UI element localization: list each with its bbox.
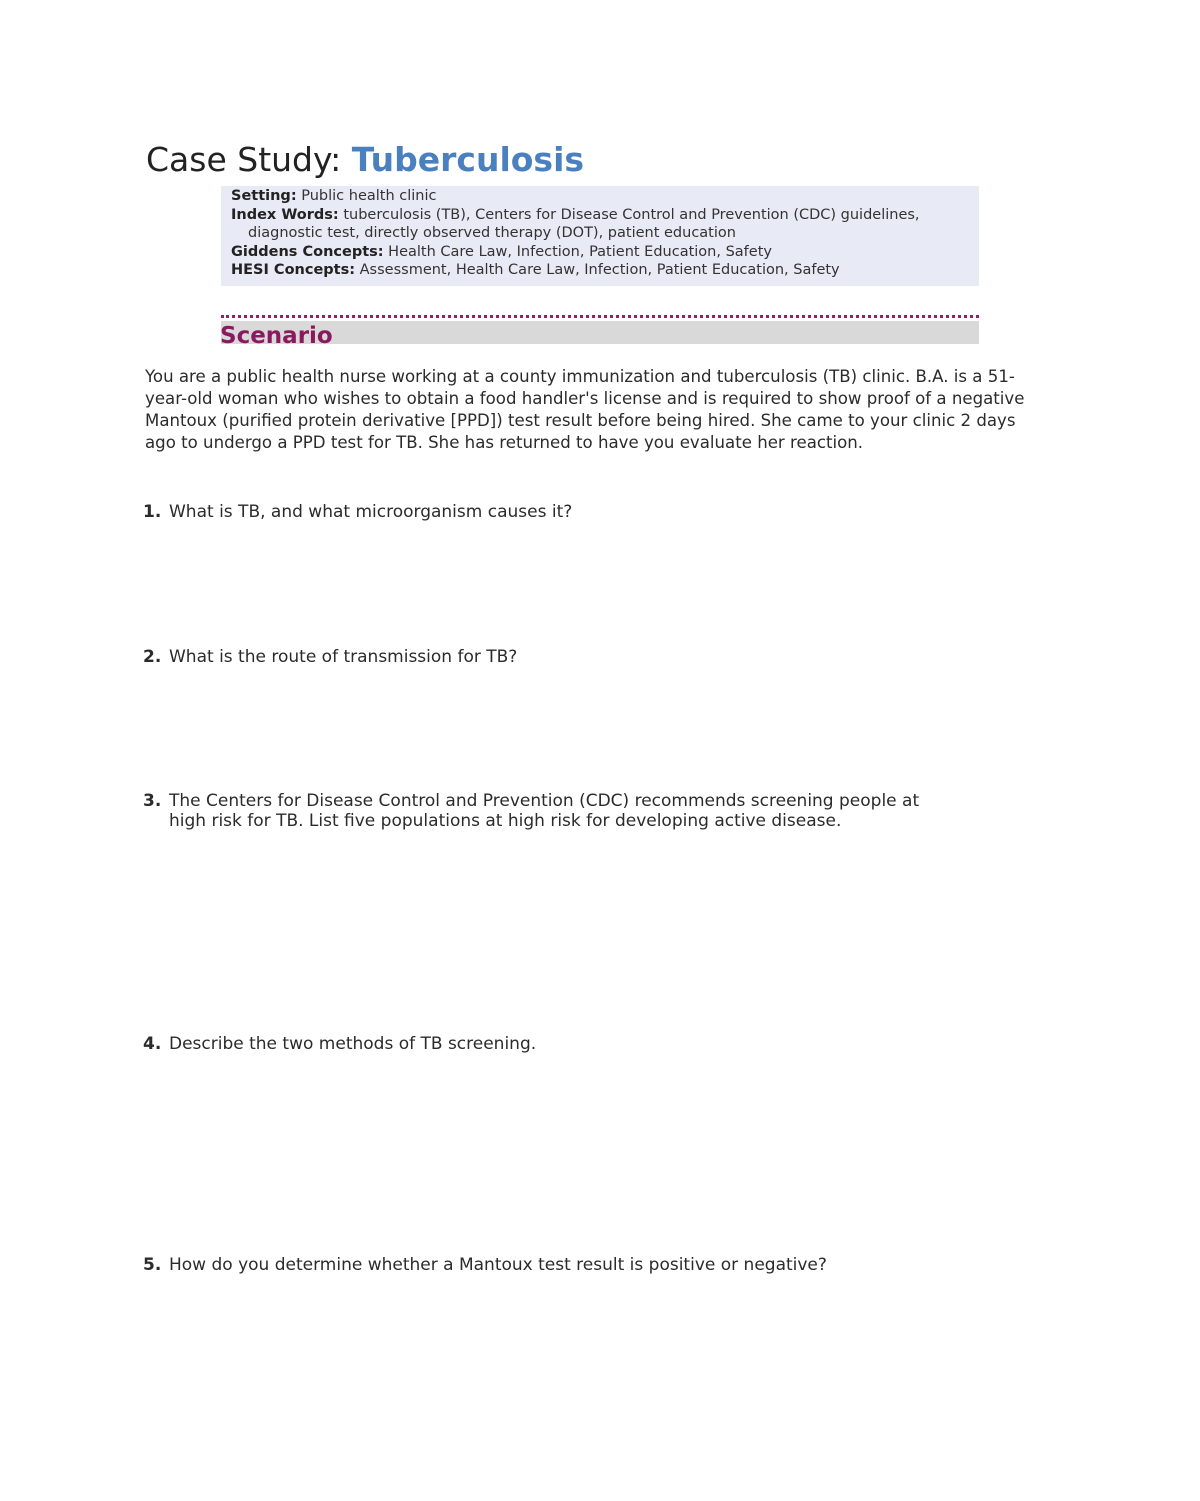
index-words-value-continued: diagnostic test, directly observed therapy (DOT), patient education <box>248 225 736 242</box>
hesi-concepts-label: HESI Concepts: <box>231 262 356 279</box>
index-words-value: tuberculosis (TB), Centers for Disease Control and Prevention (CDC) guidelines, <box>338 206 920 223</box>
question-4 <box>143 1035 1023 1055</box>
hesi-concepts-value: Assessment, Health Care Law, Infection, Patient Education, Safety <box>355 262 840 279</box>
setting-line <box>231 187 969 206</box>
question-text: What is TB, and what microorganism causes it? <box>169 502 573 522</box>
question-text: How do you determine whether a Mantoux test result is positive or negative? <box>169 1255 827 1275</box>
question-3 <box>143 792 955 831</box>
scenario-dotted-rule <box>221 315 979 318</box>
question-number: 3. <box>143 791 162 811</box>
giddens-concepts-line <box>231 243 969 262</box>
scenario-paragraph: You are a public health nurse working at a county immunization and tuberculosis (TB) clinic. B.A. is a 51-year-old woman who wishes to obtain a food handler's license and is required to show proof of a negative Mantoux (purified protein derivative [PPD]) test result before being hired. She came to your clinic 2 days ago to undergo a PPD test for TB. She has returned to have you evaluate her reaction. <box>145 367 1025 452</box>
question-text: What is the route of transmission for TB? <box>169 647 518 667</box>
question-1 <box>143 503 1023 523</box>
case-info-box <box>221 186 979 286</box>
question-number: 5. <box>143 1255 162 1275</box>
hesi-concepts-line <box>231 261 969 280</box>
question-text: Describe the two methods of TB screening. <box>169 1034 537 1054</box>
index-words-continuation <box>231 224 969 243</box>
question-2 <box>143 648 1023 668</box>
question-number: 1. <box>143 502 162 522</box>
giddens-concepts-label: Giddens Concepts: <box>231 243 384 260</box>
index-words-line <box>231 206 969 225</box>
index-words-label: Index Words: <box>231 206 339 223</box>
giddens-concepts-value: Health Care Law, Infection, Patient Education, Safety <box>383 243 772 260</box>
scenario-heading: Scenario <box>220 323 333 349</box>
question-number: 4. <box>143 1034 162 1054</box>
title-prefix: Case Study: <box>146 140 352 179</box>
scenario-heading-band <box>221 321 979 344</box>
title-topic: Tuberculosis <box>351 140 585 179</box>
page-title <box>146 138 584 182</box>
question-text: The Centers for Disease Control and Prevention (CDC) recommends screening people at high risk for TB. List five populations at high risk for developing active disease. <box>169 791 920 831</box>
setting-label: Setting: <box>231 188 297 204</box>
setting-value: Public health clinic <box>296 188 437 204</box>
question-number: 2. <box>143 647 162 667</box>
question-5 <box>143 1256 1023 1276</box>
